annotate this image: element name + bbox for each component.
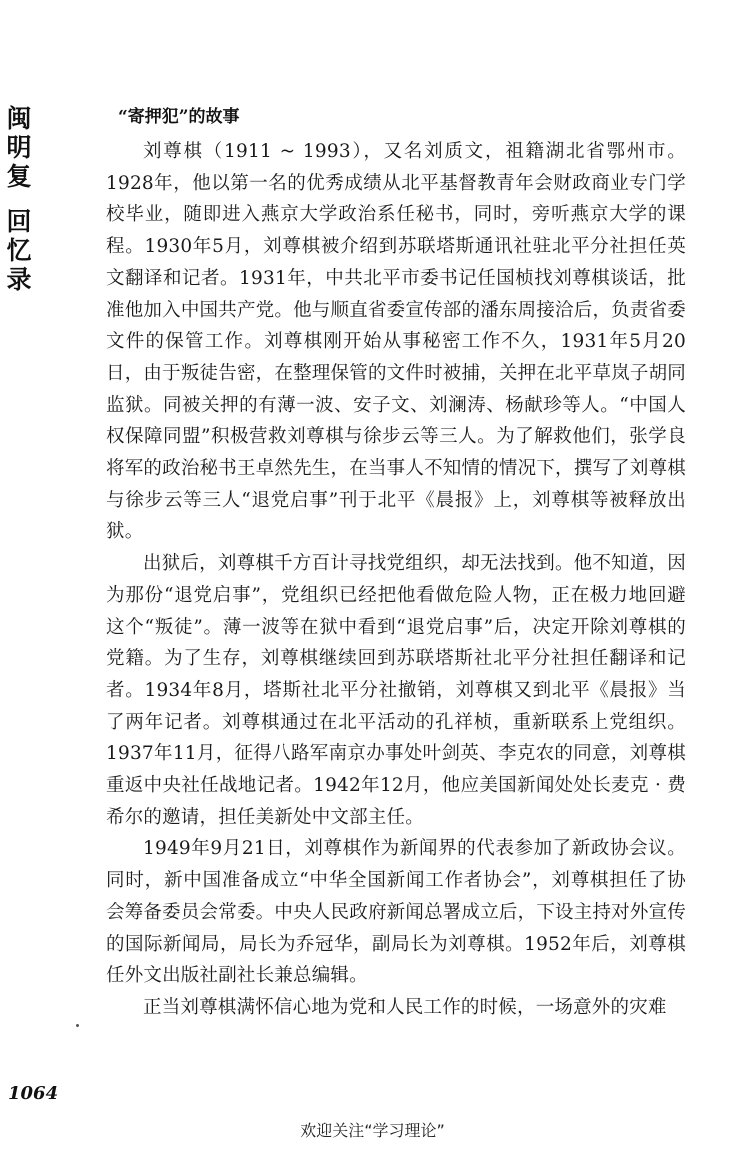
footer-note: 欢迎关注“学习理论” [300,1121,445,1140]
side-title-char: 闽 [6,104,32,133]
book-side-title [4,104,34,294]
section-heading: “寄押犯”的故事 [118,107,240,127]
page-number: 1064 [8,1083,59,1104]
side-title-char: 明 [6,133,32,162]
side-subtitle-char: 回 [6,207,32,236]
paragraph-1: 刘尊棋（1911 ~ 1993），又名刘质文，祖籍湖北省鄂州市。1928年，他以第一名的优秀成绩从北平基督教青年会财政商业专门学校毕业，随即进入燕京大学政治系任秘书，同时，旁听燕京大学的课程。1930年5月，刘尊棋被介绍到苏联塔斯通讯社驻北平分社担任英文翻译和记者。1931年，中共北平市委书记任国桢找刘尊棋谈话，批准他加入中国共产党。他与顺直省委宣传部的潘东周接洽后，负责省委文件的保管工作。刘尊棋刚开始从事秘密工作不久，1931年5月20日，由于叛徒告密，在整理保管的文件时被捕，关押在北平草岚子胡同监狱。同被关押的有薄一波、安子文、刘澜涛、杨献珍等人。“中国人权保障同盟”积极营救刘尊棋与徐步云等三人。为了解救他们，张学良将军的政治秘书王卓然先生，在当事人不知情的情况下，撰写了刘尊棋与徐步云等三人“退党启事”刊于北平《晨报》上，刘尊棋等被释放出狱。 [106,141,686,543]
side-subtitle-char: 录 [6,265,32,294]
paragraph-2: 出狱后，刘尊棋千方百计寻找党组织，却无法找到。他不知道，因为那份“退党启事”，党组织已经把他看做危险人物，正在极力地回避这个“叛徒”。薄一波等在狱中看到“退党启事”后，决定开除刘尊棋的党籍。为了生存，刘尊棋继续回到苏联塔斯社北平分社担任翻译和记者。1934年8月，塔斯社北平分社撤销，刘尊棋又到北平《晨报》当了两年记者。刘尊棋通过在北平活动的孔祥桢，重新联系上党组织。1937年11月，征得八路军南京办事处叶剑英、李克农的同意，刘尊棋重返中央社任战地记者。1942年12月，他应美国新闻处处长麦克 · 费希尔的邀请，担任美新处中文部主任。 [106,553,686,828]
paragraph-3: 1949年9月21日，刘尊棋作为新闻界的代表参加了新政协会议。同时，新中国准备成立“中华全国新闻工作者协会”，刘尊棋担任了协会筹备委员会常委。中央人民政府新闻总署成立后，下设主持对外宣传的国际新闻局，局长为乔冠华，副局长为刘尊棋。1952年后，刘尊棋任外文出版社副社长兼总编辑。 [106,838,686,987]
page-body [106,98,686,1024]
side-subtitle-char: 忆 [6,236,32,265]
side-title-char: 复 [6,162,32,191]
paragraph-4: 正当刘尊棋满怀信心地为党和人民工作的时候，一场意外的灾难 [143,996,667,1018]
scan-speck [76,1024,79,1027]
